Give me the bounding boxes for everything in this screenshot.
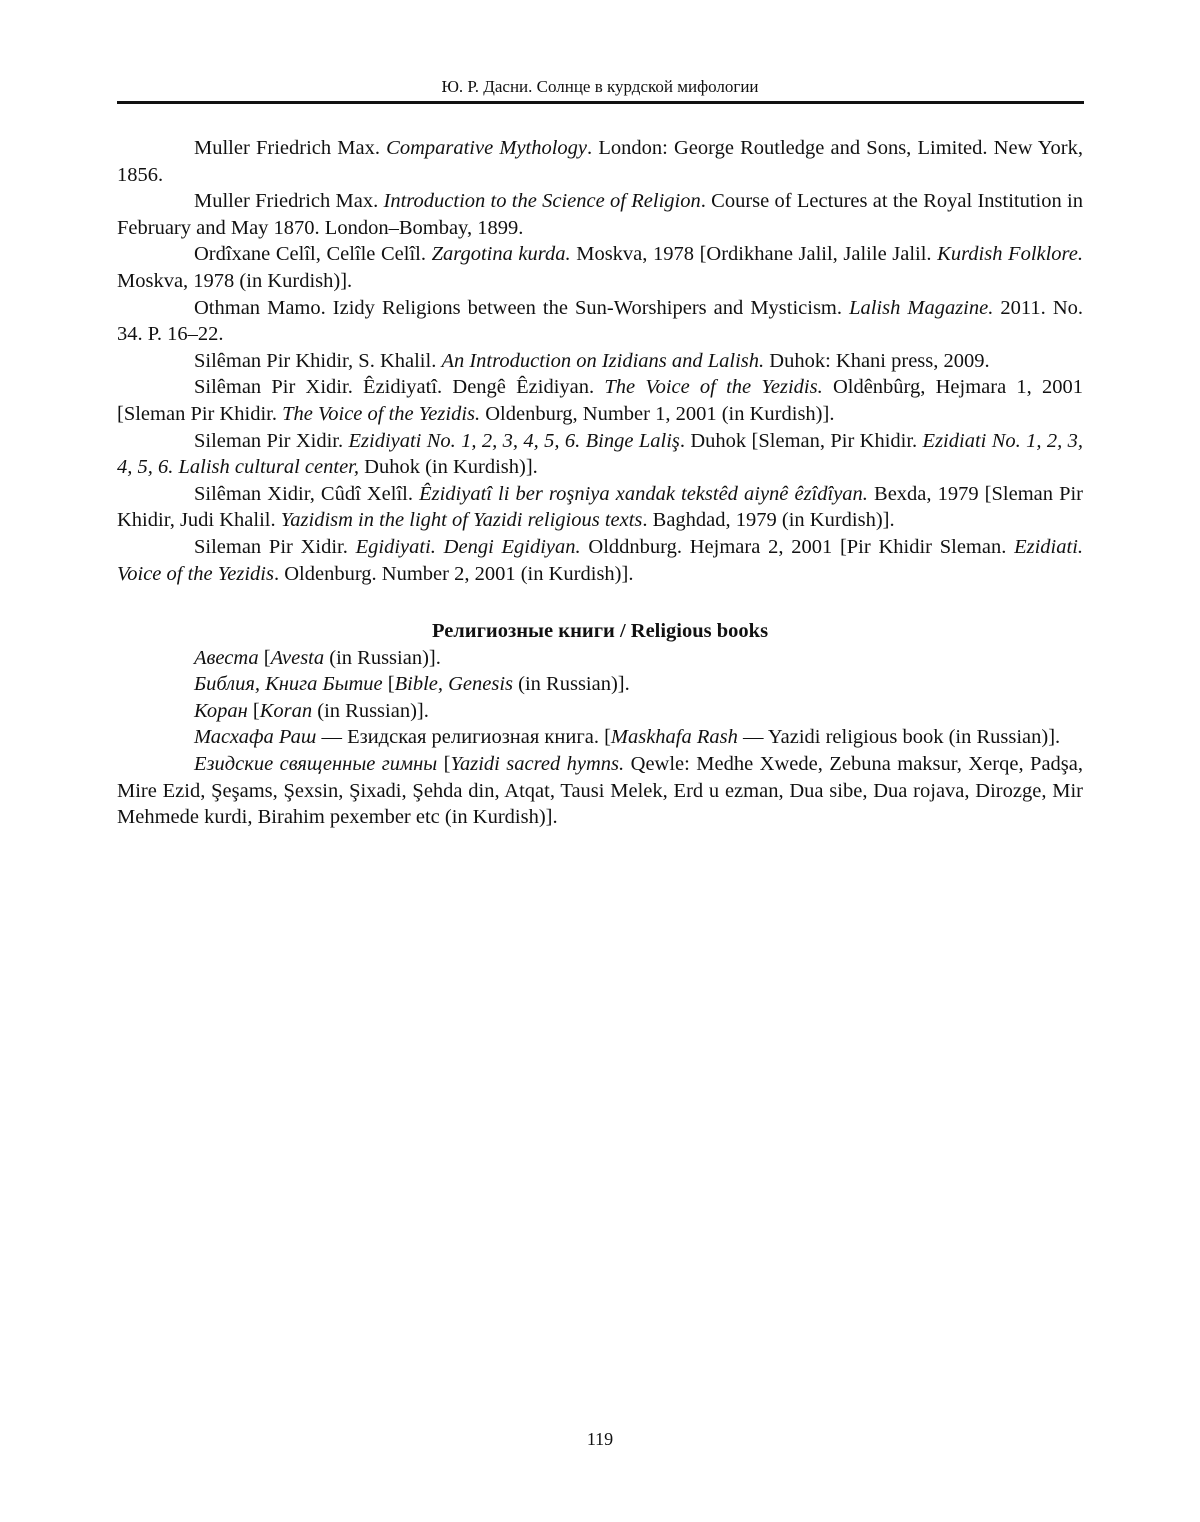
reference-title: The Voice of the Yezidis. [282,402,481,425]
reference-text: . Oldenburg. Number 2, 2001 (in Kurdish)]. [273,562,634,585]
reference-entry [117,188,1083,241]
religious-book-entry [117,645,1083,672]
book-title: Езидские священные гимны [194,753,438,776]
reference-text: Silêman Xidir, Cûdî Xelîl. [194,482,420,505]
reference-entry [117,135,1083,188]
reference-entry [117,534,1083,587]
reference-title: Ezidiyati No. 1, 2, 3, 4, 5, 6. Binge Laliş [348,429,680,452]
book-text: (in Russian)]. [324,646,441,669]
reference-text: Moskva, 1978 (in Kurdish)]. [117,269,353,292]
reference-text: Sileman Pir Xidir. [194,429,349,452]
reference-text: . Duhok [Sleman, Pir Khidir. [679,429,923,452]
reference-text: Oldenburg, Number 1, 2001 (in Kurdish)]. [480,402,835,425]
reference-text: Bexda, 1979 [Sleman Pir Khidir, Judi Khalil. [117,482,1083,532]
reference-text: . Baghdad, 1979 (in Kurdish)]. [642,509,895,532]
book-title: Библия, Книга Бытие [194,673,383,696]
page-number: 119 [586,1429,614,1449]
reference-text: Silêman Pir Khidir, S. Khalil. [194,349,442,372]
reference-entry [117,374,1083,427]
book-text: [ [382,673,395,696]
book-text: (in Russian)]. [513,673,630,696]
reference-text: Sileman Pir Xidir. [194,535,356,558]
religious-book-entry [117,724,1083,751]
reference-text: Oldênbûrg, Hejmara 1, 2001 [Sleman Pir Khidir. [117,376,1083,425]
reference-text: Othman Mamo. Izidy Religions between the Sun-Worshipers and Mysticism. [194,296,850,319]
book-text: [ [258,646,271,669]
reference-text: . Course of Lectures at the Royal Institution in February and May 1870. London–Bombay, 1899. [117,190,1083,239]
page-content [117,135,1083,831]
reference-title: An Introduction on Izidians and Lalish. [441,349,765,372]
book-title: Масхафа Раш [194,726,317,749]
reference-title: Comparative Mythology [386,137,588,159]
book-title: Avesta [270,646,325,669]
reference-text: Duhok (in Kurdish)]. [359,456,538,479]
book-text: — Езидская религиозная книга. [ [316,726,611,749]
reference-title: Lalish Magazine. [849,296,994,319]
reference-text: Duhok: Khani press, 2009. [764,349,990,372]
reference-text: Moskva, 1978 [Ordikhane Jalil, Jalile Jalil. [570,243,938,266]
book-title: Bible, Genesis [394,673,514,696]
section-title: Религиозные книги / Religious books [431,620,769,643]
header-rule [117,101,1084,104]
book-title: Yazidi sacred hymns. [450,753,625,776]
reference-title: Introduction to the Science of Religion [383,190,701,213]
reference-entry [117,295,1083,348]
book-text: [ [247,699,260,722]
reference-title: The Voice of the Yezidis. [604,376,823,399]
reference-entry [117,428,1083,481]
reference-text: Muller Friedrich Max. [194,190,384,213]
reference-text: Ordîxane Celîl, Celîle Celîl. [194,243,432,266]
religious-book-entry [117,671,1083,698]
reference-title: Yazidism in the light of Yazidi religious texts [280,509,643,532]
reference-text: . London: George Routledge and Sons, Limited. New York, 1856. [117,137,1083,186]
reference-text: Olddnburg. Hejmara 2, 2001 [Pir Khidir Sleman. [580,535,1015,558]
reference-title: Zargotina kurda. [431,243,571,266]
reference-title: Kurdish Folklore. [937,243,1083,266]
reference-title: Êzidiyatî li ber roşniya xandak tekstêd aiynê êzîdîyan. [419,482,868,505]
book-text: (in Russian)]. [312,699,429,722]
reference-title: Ezidiati. Voice of the Yezidis [117,535,1084,585]
religious-book-entry [117,698,1083,725]
reference-text: Silêman Pir Xidir. Êzidiyatî. Dengê Êzidiyan. [194,376,605,399]
book-text: — Yazidi religious book (in Russian)]. [737,726,1061,749]
reference-title: Ezidiati No. 1, 2, 3, 4, 5, 6. Lalish cultural center, [117,429,1083,479]
reference-title: Egidiyati. Dengi Egidiyan. [355,535,581,558]
book-title: Koran [259,699,313,722]
reference-entry [117,241,1083,294]
reference-entry [117,348,1083,375]
reference-text: Muller Friedrich Max. [194,137,387,159]
book-title: Maskhafa Rash [610,726,738,749]
running-header: Ю. Р. Дасни. Солнце в курдской мифологии [441,77,759,96]
book-title: Авеста [194,646,259,669]
book-text: Qewle: Medhe Xwede, Zebuna maksur, Xerqe, Padşa, Mire Ezid, Şeşams, Şexsin, Şixadi, Şehda din, Atqat, Tausi Melek, Erd u ezman, Dua sibe, Dua rojava, Dirozge, Mir Mehmede kurdi, Birahim pexember etc (in Kurdish)]. [117,753,1083,829]
religious-book-entry [117,751,1083,831]
reference-text: 2011. No. 34. P. 16–22. [117,296,1083,346]
book-title: Коран [194,699,248,722]
book-text: [ [437,753,451,776]
reference-entry [117,481,1083,534]
